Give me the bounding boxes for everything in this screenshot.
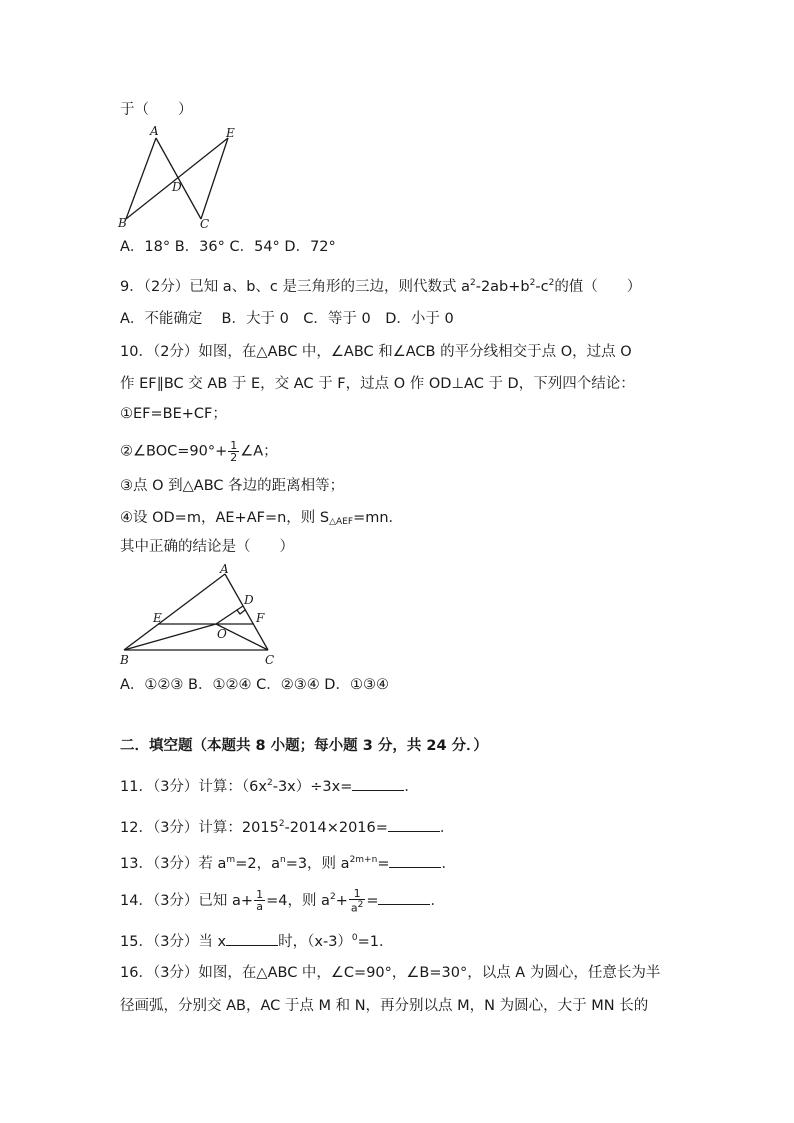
q12-a: 12．（3分）计算：2015 xyxy=(120,819,279,836)
q8-label-C: C xyxy=(200,217,210,231)
q10-label-O: O xyxy=(217,627,227,641)
q8-label-B: B xyxy=(118,216,127,230)
q9-sup-c: 2 xyxy=(548,278,555,288)
q8-figure xyxy=(118,124,248,234)
q14-den2-sup: 2 xyxy=(357,900,364,910)
q12-end: ． xyxy=(439,819,455,836)
q14-c: + xyxy=(335,892,348,909)
q11-sup: 2 xyxy=(266,778,273,788)
q10-c4-b: =mn． xyxy=(353,510,404,526)
q11-answer-blank[interactable] xyxy=(352,776,404,791)
section2-heading: 二．填空题（本题共 8 小题；每小题 3 分，共 24 分．） xyxy=(120,738,488,754)
q11-a: 11．（3分）计算：（6x xyxy=(120,778,267,795)
q13-b: =2，a xyxy=(235,855,280,872)
q9-stem-b: -2ab+b xyxy=(475,278,530,295)
q10-conclusion-2 xyxy=(120,440,278,463)
q13-sup1: m xyxy=(226,855,236,865)
q14-den1: a xyxy=(256,900,263,914)
q8-stem-tail: 于（ ） xyxy=(120,102,193,118)
q10-label-C: C xyxy=(265,653,275,667)
q16-line1: 16．（3分）如图，在△ABC 中，∠C=90°，∠B=30°，以点 A 为圆心，任意长为半 xyxy=(120,965,661,981)
q8-options: A．18° B．36° C．54° D．72° xyxy=(120,239,336,255)
q13-c: =3，则 a xyxy=(285,855,350,872)
q13 xyxy=(120,850,456,874)
q10-c2-num: 1 xyxy=(230,439,238,452)
q15-c: =1． xyxy=(357,933,394,950)
q14-answer-blank[interactable] xyxy=(378,890,430,905)
q13-end: ． xyxy=(441,855,456,872)
q14-den2 xyxy=(349,900,365,914)
q8-label-E: E xyxy=(226,126,235,140)
q14-b: =4，则 a xyxy=(266,892,330,909)
q14-end: ． xyxy=(430,892,445,909)
q15-b: 时，（x-3） xyxy=(278,933,352,950)
q9-stem-a: 9．（2分）已知 a、b、c 是三角形的三边，则代数式 a xyxy=(120,278,470,295)
q14 xyxy=(120,887,445,914)
q10-c2-a: ②∠BOC=90°+ xyxy=(120,443,228,460)
q15-sup: 0 xyxy=(351,933,358,943)
q11-b: -3x）÷3x= xyxy=(272,778,353,795)
q10-c2-b: ∠A； xyxy=(240,443,278,460)
q14-num2: 1 xyxy=(349,888,365,900)
q10-conclusion-1: ①EF=BE+CF； xyxy=(120,406,227,422)
q15 xyxy=(120,928,394,952)
q14-sup: 2 xyxy=(329,892,336,902)
q12 xyxy=(120,814,454,838)
q10-c2-fraction xyxy=(228,440,239,463)
q10-stem-line2: 作 EF∥BC 交 AB 于 E，交 AC 于 F，过点 O 作 OD⊥AC 于 D，下列四个结论： xyxy=(120,376,635,392)
q9-options: A．不能确定 B．大于 0 C．等于 0 D．小于 0 xyxy=(120,311,454,327)
q11-end: ． xyxy=(404,778,419,795)
q14-fraction-1 xyxy=(254,889,265,912)
q13-answer-blank[interactable] xyxy=(389,853,441,868)
q15-a: 15．（3分）当 x xyxy=(120,933,227,950)
q14-d: = xyxy=(366,892,379,909)
q10-label-D: D xyxy=(244,593,254,607)
q10-c4-sub: △AEF xyxy=(329,517,354,527)
q13-sup2: n xyxy=(279,855,286,865)
q9-stem-d: 的值（ ） xyxy=(554,278,642,295)
q9-stem-c: -c xyxy=(535,278,549,295)
q10-c4-a: ④设 OD=m，AE+AF=n，则 S xyxy=(120,510,330,526)
q10-stem-line1: 10．（2分）如图，在△ABC 中，∠ABC 和∠ACB 的平分线相交于点 O，过点 O xyxy=(120,344,632,360)
q14-num1: 1 xyxy=(256,888,264,902)
q11 xyxy=(120,773,419,797)
q16-line2: 径画弧，分别交 AB，AC 于点 M 和 N，再分别以点 M，N 为圆心，大于 MN 长的 xyxy=(120,998,649,1014)
q10-conclusion-4 xyxy=(120,508,403,532)
q13-sup3: 2m+n xyxy=(349,855,378,865)
q10-c2-den: 2 xyxy=(230,451,238,464)
q9-sup-a: 2 xyxy=(469,278,476,288)
q12-sup: 2 xyxy=(278,819,285,829)
q10-figure xyxy=(118,560,288,672)
q12-answer-blank[interactable] xyxy=(388,817,440,832)
q8-label-D: D xyxy=(172,180,182,194)
q9-sup-b: 2 xyxy=(529,278,536,288)
q10-label-A: A xyxy=(220,562,229,576)
q15-answer-blank[interactable] xyxy=(226,931,278,946)
q12-b: -2014×2016= xyxy=(284,819,388,836)
q8-label-A: A xyxy=(150,124,159,138)
q10-label-F: F xyxy=(256,611,265,625)
q13-d: = xyxy=(377,855,390,872)
q14-a: 14．（3分）已知 a+ xyxy=(120,892,254,909)
q10-label-E: E xyxy=(153,611,162,625)
q10-conclusion-3: ③点 O 到△ABC 各边的距离相等； xyxy=(120,478,345,494)
q10-label-B: B xyxy=(120,653,129,667)
q9-stem xyxy=(120,273,641,297)
q13-a: 13．（3分）若 a xyxy=(120,855,227,872)
q14-fraction-2 xyxy=(349,888,365,914)
q10-options: A．①②③ B．①②④ C．②③④ D．①③④ xyxy=(120,677,389,693)
q14-den2-base: a xyxy=(350,901,358,915)
q10-ask: 其中正确的结论是（ ） xyxy=(120,539,294,555)
